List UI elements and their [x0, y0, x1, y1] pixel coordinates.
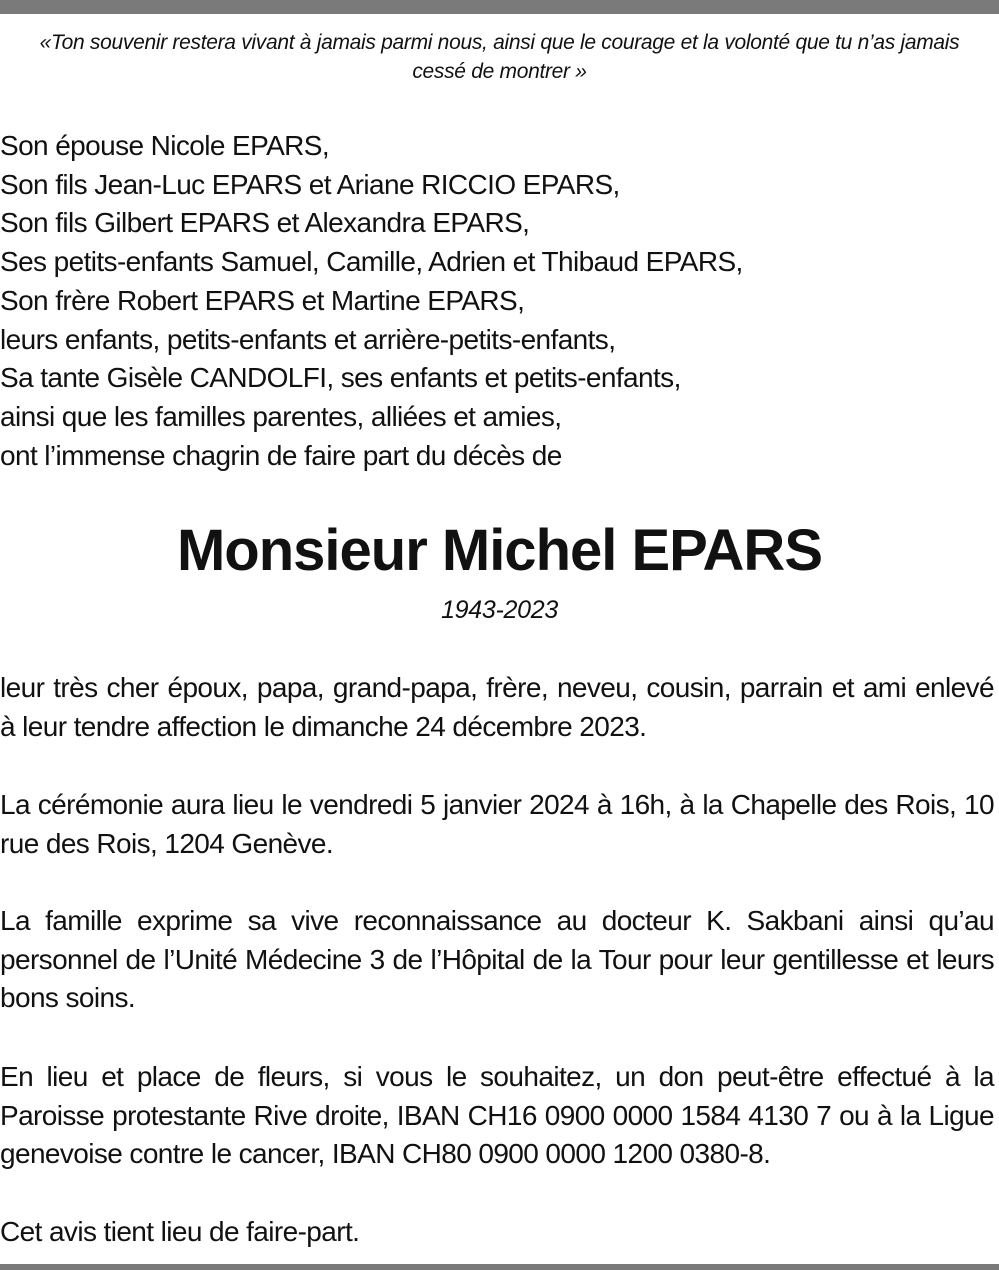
family-line: ainsi que les familles parentes, alliées et amies,	[0, 400, 562, 432]
family-line: Sa tante Gisèle CANDOLFI, ses enfants et petits-enfants,	[0, 362, 681, 394]
donations-paragraph: En lieu et place de fleurs, si vous le souhaitez, un don peut-être effectué à la Paroisse protestante Rive droite, IBAN CH16 0900 0000 1584 4130 7 ou à la Ligue genevoise contre le cancer, IBAN CH80 0900 0000 1200 0380-8.	[0, 1061, 994, 1170]
family-line: Son épouse Nicole EPARS,	[0, 130, 330, 161]
deceased-years: 1943-2023	[441, 596, 558, 624]
notice-paragraph: Cet avis tient lieu de faire-part.	[0, 1216, 360, 1247]
deceased-name: Monsieur Michel EPARS	[176, 518, 823, 583]
family-line: Son fils Jean-Luc EPARS et Ariane RICCIO EPARS,	[0, 168, 620, 200]
epigraph-quote: «Ton souvenir restera vivant à jamais parmi nous, ainsi que le courage et la volonté que tu n’as jamais cessé de montrer »	[39, 31, 960, 83]
family-line: ont l’immense chagrin de faire part du décès de	[0, 439, 562, 471]
top-rule	[0, 0, 999, 14]
family-announcement	[0, 127, 999, 475]
family-line: Son frère Robert EPARS et Martine EPARS,	[0, 284, 525, 316]
bottom-rule	[0, 1264, 999, 1270]
family-line: leurs enfants, petits-enfants et arrière-petits-enfants,	[0, 323, 616, 355]
ceremony-paragraph: La cérémonie aura lieu le vendredi 5 janvier 2024 à 16h, à la Chapelle des Rois, 10 rue des Rois, 1204 Genève.	[0, 789, 994, 859]
family-line: Son fils Gilbert EPARS et Alexandra EPARS,	[0, 207, 530, 239]
thanks-paragraph: La famille exprime sa vive reconnaissance au docteur K. Sakbani ainsi qu’au personnel de l’Unité Médecine 3 de l’Hôpital de la Tour pour leur gentillesse et leurs bons soins.	[0, 905, 994, 1014]
family-line: Ses petits-enfants Samuel, Camille, Adrien et Thibaud EPARS,	[0, 246, 743, 278]
tribute-paragraph: leur très cher époux, papa, grand-papa, frère, neveu, cousin, parrain et ami enlevé à leur tendre affection le dimanche 24 décembre 2023.	[0, 672, 994, 742]
